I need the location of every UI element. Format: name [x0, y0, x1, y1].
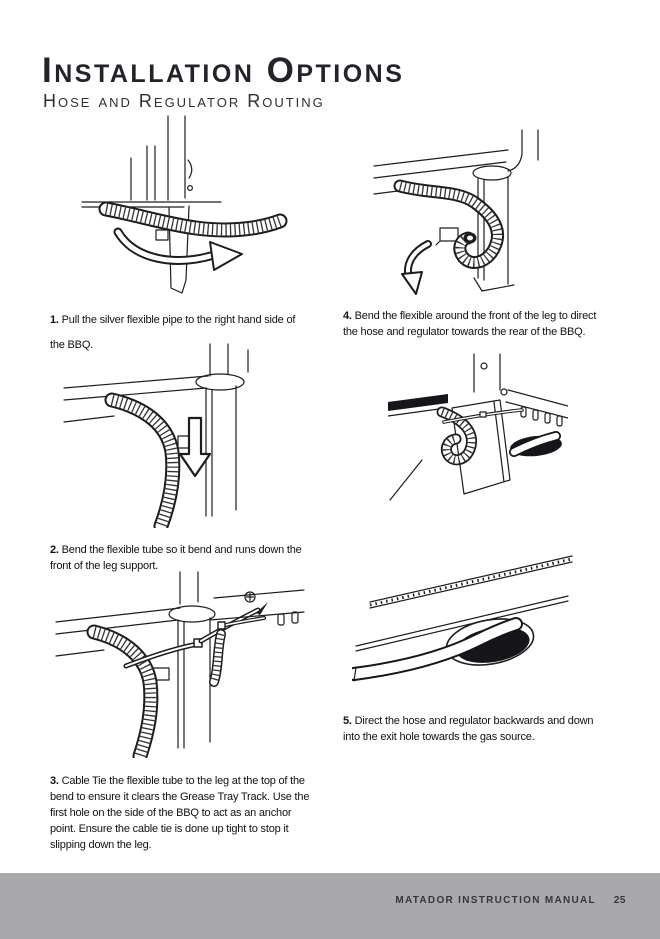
- flexible-pipe: [106, 209, 280, 230]
- step-5-number: 5.: [343, 715, 352, 727]
- footer-page-number: 25: [613, 895, 626, 906]
- step-4-number: 4.: [343, 310, 352, 322]
- illustration-step-2: [58, 342, 300, 528]
- illustration-step-3: [52, 570, 306, 758]
- step-2-text: 2. Bend the flexible tube so it bend and runs down the front of the leg support.: [50, 544, 302, 572]
- bbq-leg-and-panel: [374, 130, 538, 291]
- step-1-text: 1. Pull the silver flexible pipe to the right hand side of the BBQ.: [50, 314, 296, 351]
- illustration-step-4b: [388, 352, 568, 506]
- footer-bar: [0, 873, 660, 939]
- curved-arrow-icon: [402, 244, 428, 294]
- illustration-step-1: [68, 112, 300, 296]
- step-3-number: 3.: [50, 775, 59, 787]
- page-subtitle: Hose and Regulator Routing: [43, 90, 325, 111]
- footer-text: [395, 895, 626, 906]
- footer-manual-name: MATADOR INSTRUCTION MANUAL: [395, 895, 596, 906]
- page-title: Installation Options: [42, 51, 405, 91]
- bbq-body-panels: [388, 354, 568, 500]
- step-2-number: 2.: [50, 544, 59, 556]
- anchor-hole-inset: [210, 590, 304, 682]
- illustration-step-5: [352, 550, 576, 688]
- flexible-pipe: [112, 400, 173, 526]
- step-3-text: 3. Cable Tie the flexible tube to the leg at the top of the bend to ensure it clears the Grease Tray Track. Use the first hole on the side of the BBQ to act as an anchor point. Ensure the cable tie is done up tight to stop it slipping down the leg.: [50, 775, 310, 851]
- illustration-step-4: [368, 128, 548, 296]
- step-5-text: 5. Direct the hose and regulator backwards and down into the exit hole towards the gas source.: [343, 715, 594, 743]
- curved-pull-arrow-icon: [118, 232, 242, 270]
- step-1-number: 1.: [50, 314, 59, 326]
- step-4-text: 4. Bend the flexible around the front of the leg to direct the hose and regulator towards the rear of the BBQ.: [343, 310, 597, 338]
